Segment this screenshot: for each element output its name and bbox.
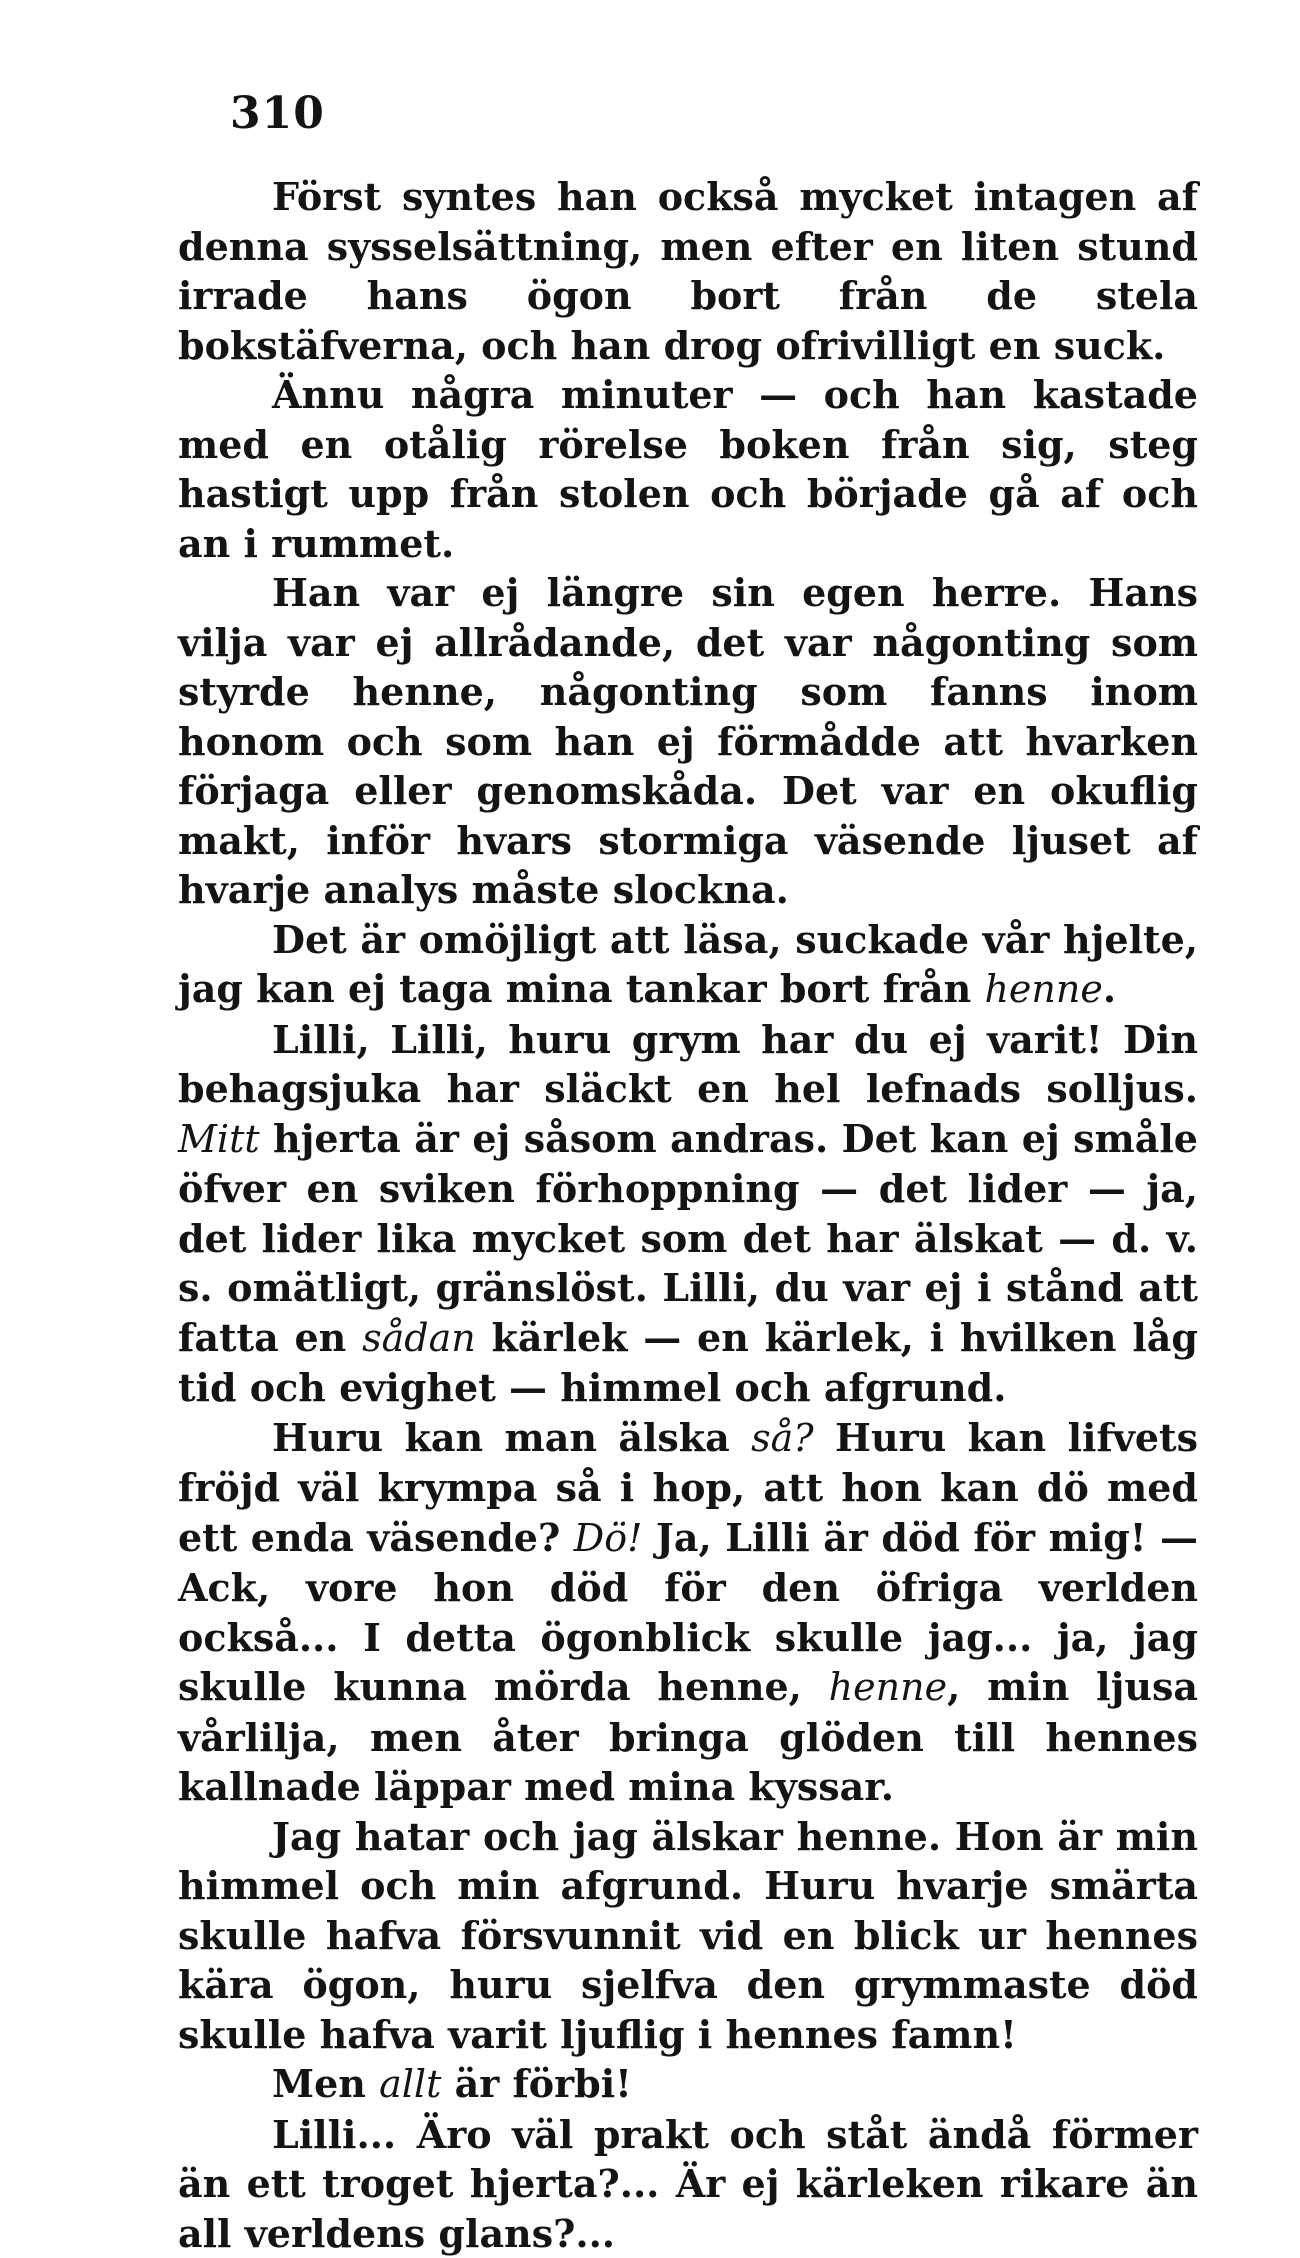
emphasized-text: allt — [379, 2062, 441, 2106]
text-run: är förbi! — [441, 2061, 632, 2106]
paragraph — [178, 1015, 1198, 1413]
paragraph — [178, 915, 1198, 1015]
text-run: Det är omöjligt att läsa, suckade vår hjelte, jag kan ej taga mina tankar bort från — [178, 917, 1198, 1012]
text-run: Ännu några minuter — och han kastade med en otålig rörelse boken från sig, steg hastigt upp från stolen och började gå af och an i rummet. — [178, 372, 1198, 566]
emphasized-text: henne — [984, 967, 1102, 1011]
text-run: Lilli... Äro väl prakt och ståt ändå förmer än ett troget hjerta?... Är ej kärleken rikare än all verldens glans?... — [178, 2112, 1198, 2256]
text-run: Lilli, Lilli, huru grym har du ej varit! Din behagsjuka har släckt en hel lefnads solljus. — [178, 1017, 1198, 1112]
body-text — [178, 172, 1198, 2258]
text-run: . — [1103, 966, 1116, 1011]
text-run: , min ljusa vårlilja, men åter bringa glöden till hennes kallnade läppar med mina kyssar. — [178, 1664, 1198, 1809]
text-run: Jag hatar och jag älskar henne. Hon är min himmel och min afgrund. Huru hvarje smärta skulle hafva försvunnit vid en blick ur hennes kära ögon, huru sjelfva den grymmaste död skulle hafva varit ljuflig i hennes famn! — [178, 1814, 1198, 2057]
text-run: Han var ej längre sin egen herre. Hans vilja var ej allrådande, det var någonting som styrde henne, någonting som fanns inom honom och som han ej förmådde att hvarken förjaga eller genomskåda. Det var en okuflig makt, inför hvars stormiga väsende ljuset af hvarje analys måste slockna. — [178, 570, 1198, 912]
text-run: hjerta är ej såsom andras. Det kan ej småle öfver en sviken förhoppning — det lider — ja, det lider lika mycket som det har älskat — d. v. s. omätligt, gränslöst. Lilli, du var ej i stånd att fatta en — [178, 1116, 1198, 1360]
text-run: kärlek — en kärlek, i hvilken låg tid och evighet — himmel och afgrund. — [178, 1315, 1198, 1411]
text-run: Men — [272, 2061, 379, 2106]
text-run: Huru kan man älska — [272, 1415, 751, 1460]
text-run: Huru kan lifvets fröjd väl krympa så i hop, att hon kan dö med ett enda väsende? — [178, 1415, 1198, 1560]
paragraph — [178, 568, 1198, 915]
emphasized-text: henne — [829, 1665, 947, 1709]
paragraph — [178, 2059, 1198, 2110]
paragraph — [178, 1812, 1198, 2060]
emphasized-text: Mitt — [178, 1117, 260, 1161]
emphasized-text: så? — [751, 1416, 814, 1460]
paragraph — [178, 370, 1198, 568]
page-number: 310 — [230, 88, 325, 139]
emphasized-text: sådan — [362, 1316, 476, 1360]
text-run: Ja, Lilli är död för mig! — Ack, vore hon död för den öfriga verlden också... I detta ögonblick skulle jag... ja, jag skulle kunna mörda henne, — [178, 1515, 1198, 1710]
paragraph — [178, 172, 1198, 370]
paragraph — [178, 2110, 1198, 2258]
paragraph — [178, 1413, 1198, 1812]
emphasized-text: Dö! — [574, 1516, 643, 1560]
text-run: Först syntes han också mycket intagen af denna sysselsättning, men efter en liten stund irrade hans ögon bort från de stela bokstäfverna, och han drog ofrivilligt en suck. — [178, 174, 1198, 368]
